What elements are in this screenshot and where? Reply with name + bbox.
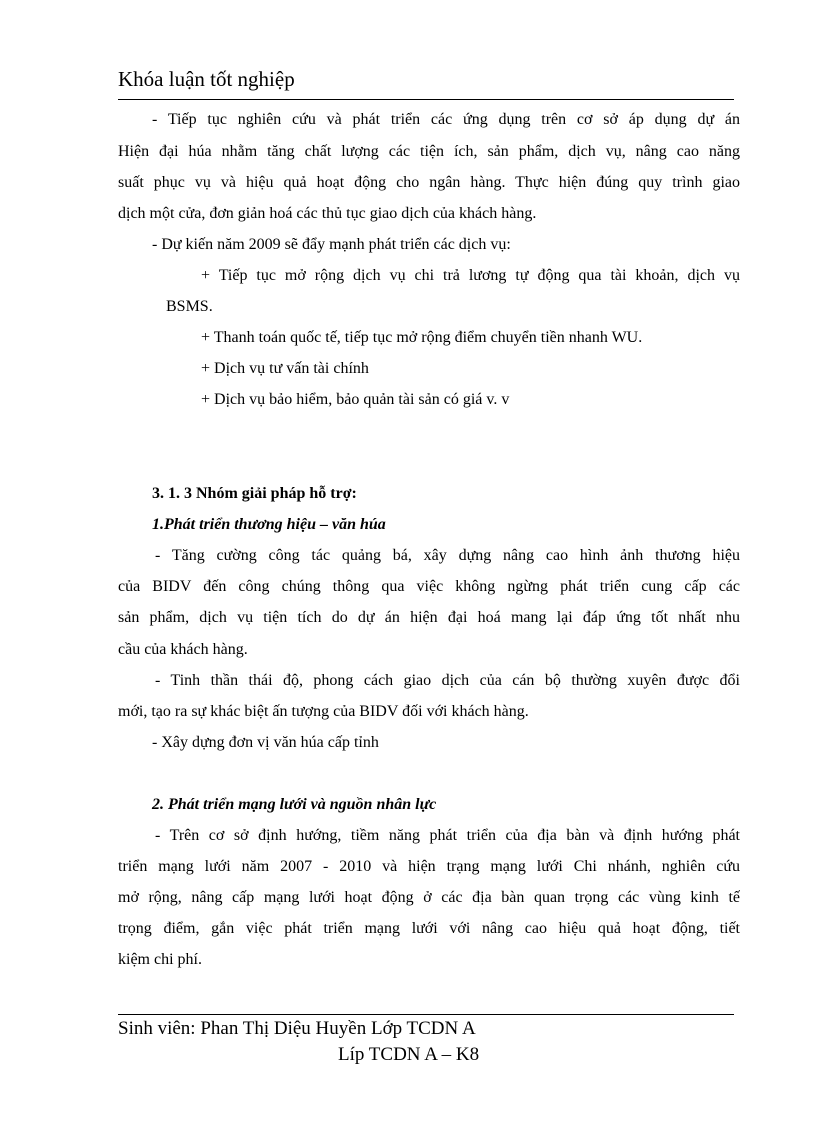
- body-line: dịch một cửa, đơn giản hoá các thủ tục giao dịch của khách hàng.: [118, 205, 537, 222]
- body-line: Hiện đại húa nhằm tăng chất lượng các tiện ích, sản phẩm, dịch vụ, nâng cao năng: [118, 143, 740, 160]
- body-line: trọng điểm, gắn việc phát triển mạng lưới với nâng cao hiệu quả hoạt động, tiết: [118, 920, 740, 937]
- body-line: cầu của khách hàng.: [118, 641, 248, 658]
- section-heading: 3. 1. 3 Nhóm giải pháp hỗ trợ:: [152, 485, 357, 502]
- body-line: triển mạng lưới năm 2007 - 2010 và hiện trạng mạng lưới Chi nhánh, nghiên cứu: [118, 858, 740, 875]
- body-line: mở rộng, nâng cấp mạng lưới hoạt động ở các địa bàn quan trọng các vùng kinh tế: [118, 889, 740, 906]
- bullet-line: + Dịch vụ tư vấn tài chính: [201, 360, 369, 377]
- subsection-heading: 2. Phát triển mạng lưới và nguồn nhân lực: [152, 796, 437, 813]
- footer-student: Sinh viên: Phan Thị Diệu Huyền Lớp TCDN A: [118, 1018, 476, 1039]
- footer-class: Líp TCDN A – K8: [338, 1044, 480, 1065]
- subsection-heading: 1.Phát triển thương hiệu – văn húa: [152, 516, 386, 533]
- body-line: - Tinh thần thái độ, phong cách giao dịch của cán bộ thường xuyên được đổi: [155, 672, 740, 689]
- header-rule: [118, 99, 734, 100]
- bullet-line: + Tiếp tục mở rộng dịch vụ chi trả lương tự động qua tài khoản, dịch vụ: [201, 267, 740, 284]
- header-title: Khóa luận tốt nghiệp: [118, 67, 295, 91]
- body-line: - Tăng cường công tác quảng bá, xây dựng nâng cao hình ảnh thương hiệu: [155, 547, 740, 564]
- body-line: sản phẩm, dịch vụ tiện tích do dự án hiện đại hoá mang lại đáp ứng tốt nhất nhu: [118, 609, 740, 626]
- bullet-line: BSMS.: [166, 298, 213, 315]
- body-line: - Dự kiến năm 2009 sẽ đẩy mạnh phát triển các dịch vụ:: [152, 236, 511, 253]
- footer-rule: [118, 1014, 734, 1015]
- body-line: mới, tạo ra sự khác biệt ấn tượng của BIDV đối với khách hàng.: [118, 703, 529, 720]
- body-line: - Tiếp tục nghiên cứu và phát triển các ứng dụng trên cơ sở áp dụng dự án: [152, 111, 740, 128]
- bullet-line: + Dịch vụ bảo hiểm, bảo quản tài sản có giá v. v: [201, 391, 510, 408]
- bullet-line: + Thanh toán quốc tế, tiếp tục mở rộng điểm chuyển tiền nhanh WU.: [201, 329, 643, 346]
- body-line: suất phục vụ và hiệu quả hoạt động cho ngân hàng. Thực hiện đúng quy trình giao: [118, 174, 740, 191]
- body-line: kiệm chi phí.: [118, 951, 202, 968]
- body-line: của BIDV đến công chúng thông qua việc không ngừng phát triển cung cấp các: [118, 578, 740, 595]
- body-line: - Xây dựng đơn vị văn húa cấp tỉnh: [152, 734, 379, 751]
- body-line: - Trên cơ sở định hướng, tiềm năng phát triển của địa bàn và định hướng phát: [155, 827, 740, 844]
